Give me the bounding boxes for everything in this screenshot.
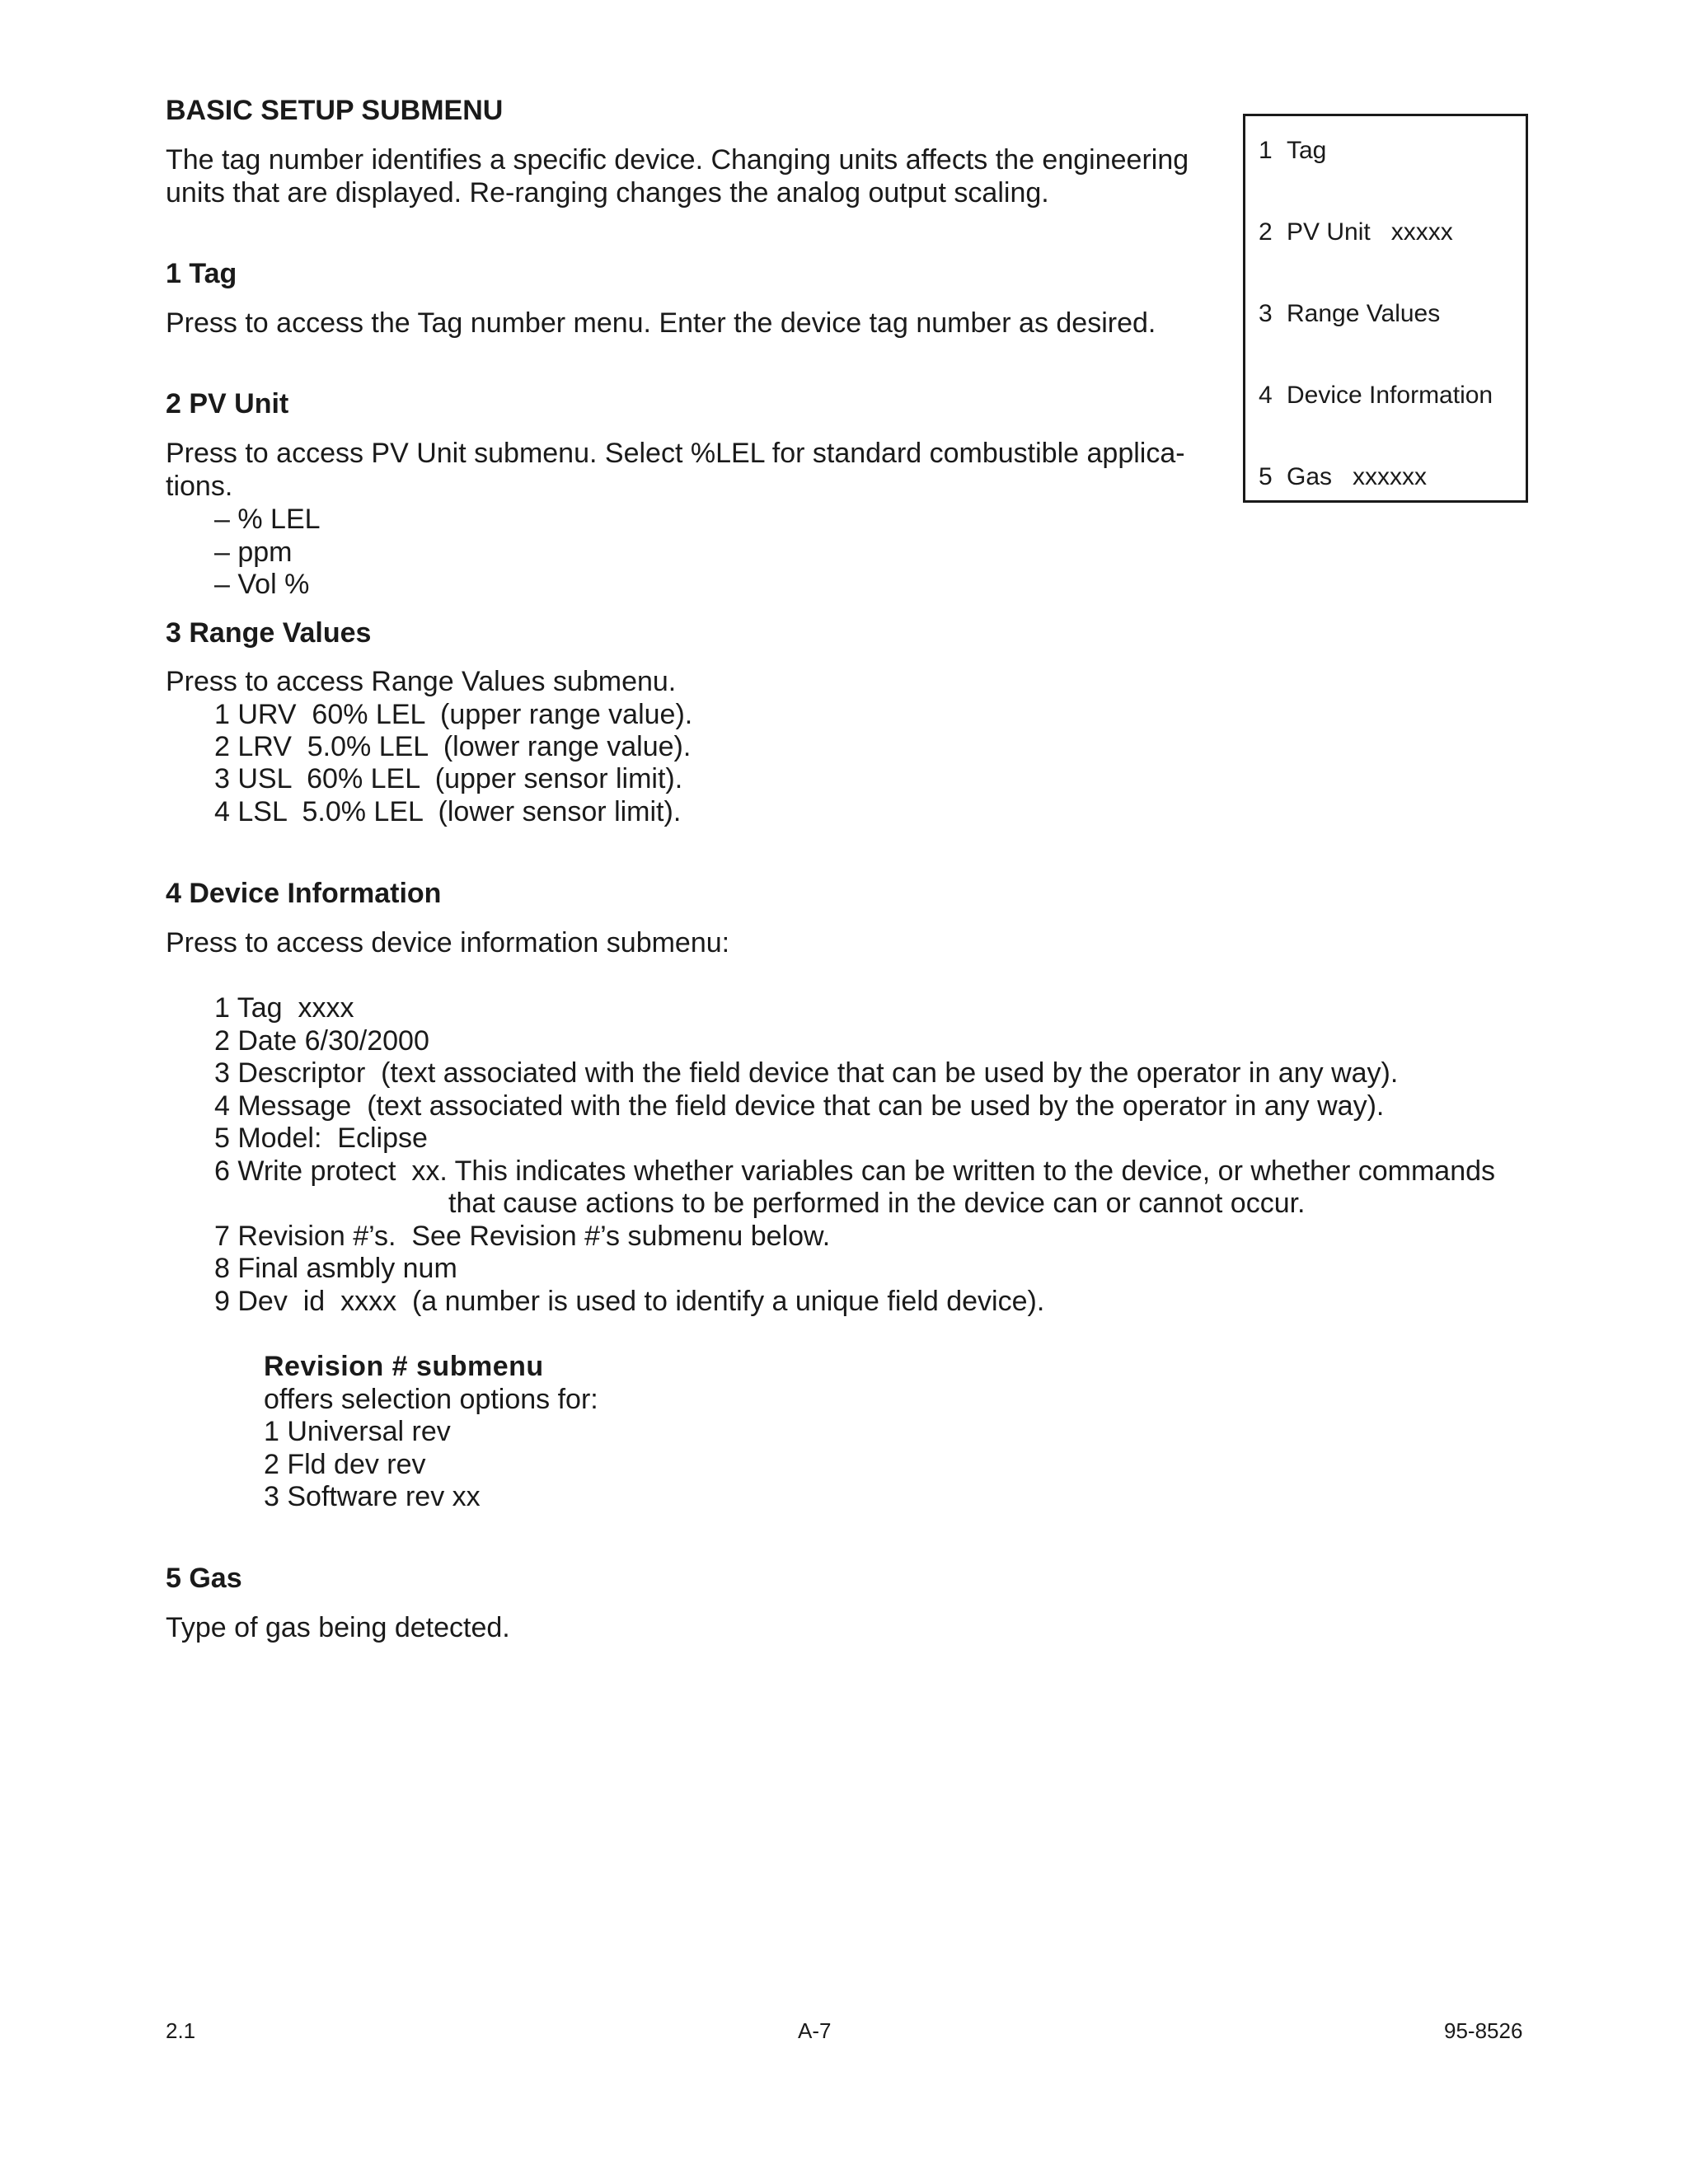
- footer-revision: 2.1: [166, 2018, 196, 2043]
- device-info-item: 9 Dev id xxxx (a number is used to identify a unique field device).: [214, 1286, 1045, 1317]
- device-info-item: 2 Date 6/30/2000: [214, 1025, 429, 1057]
- device-info-item: 1 Tag xxxx: [214, 992, 354, 1024]
- section-text-gas: Type of gas being detected.: [166, 1612, 510, 1643]
- menu-item-gas: 5 Gas xxxxxx: [1259, 463, 1428, 490]
- section-text-tag: Press to access the Tag number menu. Enter the device tag number as desired.: [166, 307, 1156, 339]
- revision-submenu-text: offers selection options for:: [264, 1384, 598, 1415]
- pv-unit-option: – % LEL: [214, 504, 321, 535]
- range-value-item: 1 URV 60% LEL (upper range value).: [214, 699, 693, 730]
- pv-unit-option: – ppm: [214, 537, 293, 568]
- page-heading: BASIC SETUP SUBMENU: [166, 95, 504, 126]
- section-text-pv-unit-line2: tions.: [166, 471, 233, 502]
- revision-item: 3 Software rev xx: [264, 1481, 481, 1512]
- menu-item-tag: 1 Tag: [1259, 137, 1327, 164]
- range-value-item: 3 USL 60% LEL (upper sensor limit).: [214, 763, 683, 794]
- menu-item-range-values: 3 Range Values: [1259, 300, 1441, 327]
- revision-item: 2 Fld dev rev: [264, 1449, 426, 1480]
- device-info-item: 8 Final asmbly num: [214, 1253, 457, 1284]
- section-title-pv-unit: 2 PV Unit: [166, 388, 289, 419]
- device-info-item: 7 Revision #’s. See Revision #’s submenu below.: [214, 1221, 831, 1252]
- range-value-item: 4 LSL 5.0% LEL (lower sensor limit).: [214, 796, 682, 827]
- menu-item-pv-unit: 2 PV Unit xxxxx: [1259, 218, 1453, 246]
- section-title-tag: 1 Tag: [166, 258, 237, 289]
- basic-setup-menu-box: [1243, 114, 1528, 503]
- section-text-device-information: Press to access device information submenu:: [166, 927, 730, 958]
- section-title-gas: 5 Gas: [166, 1563, 242, 1594]
- section-text-range-values: Press to access Range Values submenu.: [166, 666, 677, 697]
- device-info-item: 3 Descriptor (text associated with the field device that can be used by the operator in any way).: [214, 1057, 1399, 1089]
- device-info-item: 4 Message (text associated with the field device that can be used by the operator in any way).: [214, 1090, 1385, 1122]
- section-title-device-information: 4 Device Information: [166, 878, 442, 909]
- device-info-item: 6 Write protect xx. This indicates whether variables can be written to the device, or whether commands: [214, 1155, 1496, 1187]
- device-info-item-continuation: that cause actions to be performed in the device can or cannot occur.: [448, 1188, 1306, 1219]
- footer-document-number: 95-8526: [1444, 2018, 1523, 2043]
- section-title-range-values: 3 Range Values: [166, 617, 372, 649]
- menu-item-device-information: 4 Device Information: [1259, 382, 1493, 409]
- section-text-pv-unit-line1: Press to access PV Unit submenu. Select %LEL for standard combustible applica-: [166, 438, 1185, 469]
- revision-submenu-title: Revision # submenu: [264, 1351, 544, 1382]
- pv-unit-option: – Vol %: [214, 569, 310, 600]
- intro-paragraph: The tag number identifies a specific device. Changing units affects the engineering units that are displayed. Re-ranging changes the analog output scaling.: [166, 144, 1189, 209]
- device-info-item: 5 Model: Eclipse: [214, 1122, 428, 1154]
- range-value-item: 2 LRV 5.0% LEL (lower range value).: [214, 731, 692, 762]
- footer-page-number: A-7: [798, 2018, 832, 2043]
- revision-item: 1 Universal rev: [264, 1416, 451, 1447]
